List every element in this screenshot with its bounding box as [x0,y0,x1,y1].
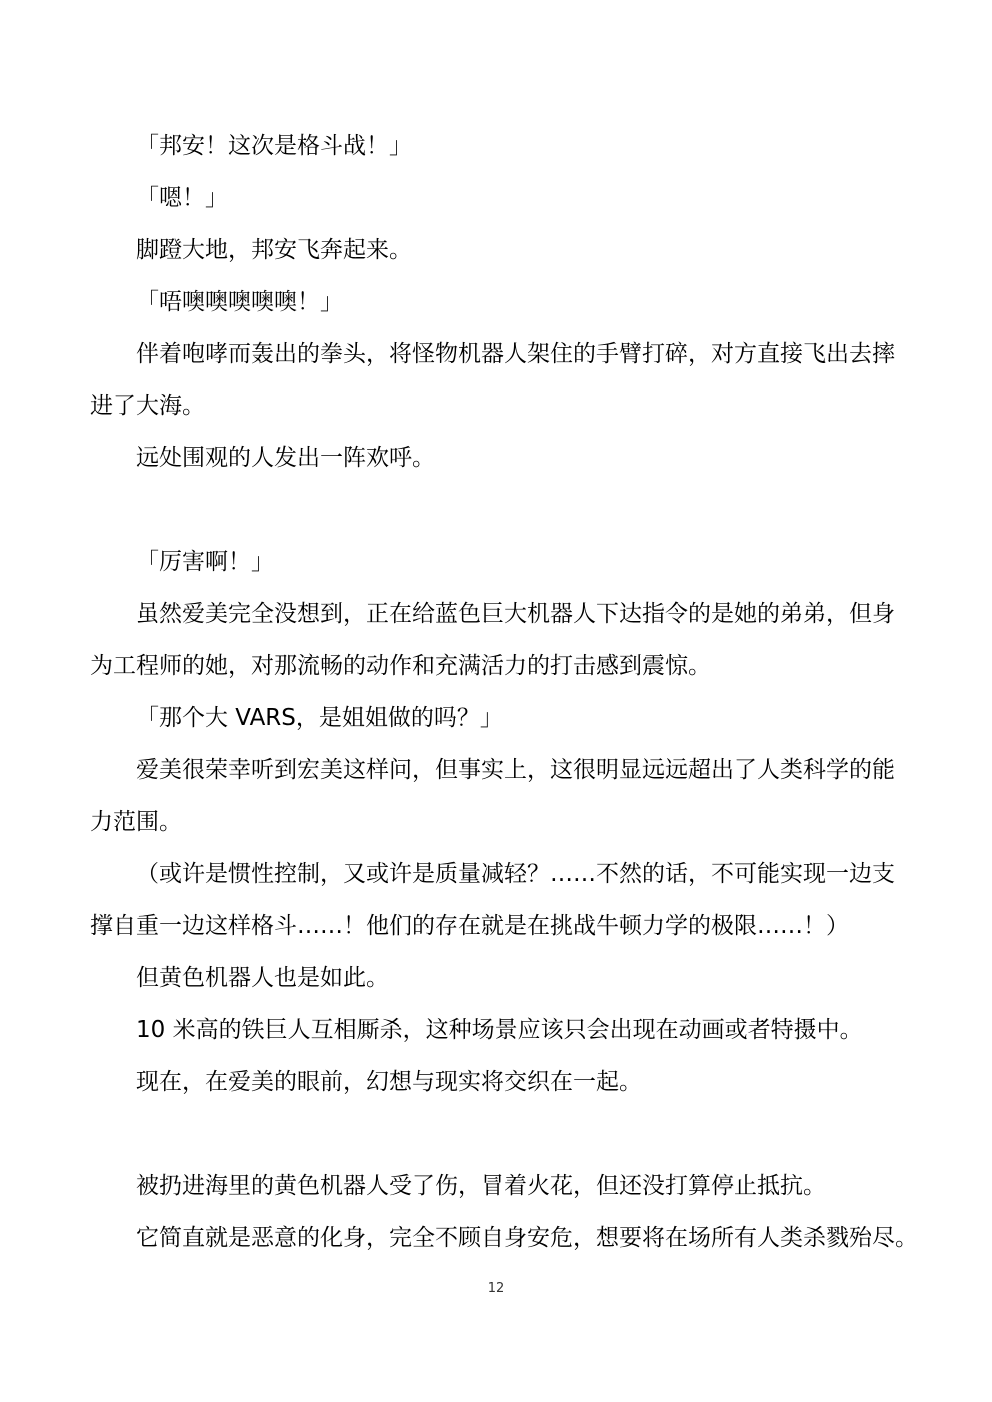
paragraph-line: 伴着咆哮而轰出的拳头，将怪物机器人架住的手臂打碎，对方直接飞出去摔 [136,341,895,367]
page-number: 12 [487,1281,505,1296]
paragraph-line: 「那个大 VARS，是姐姐做的吗？」 [136,705,503,731]
paragraph-line: 10 米高的铁巨人互相厮杀，这种场景应该只会出现在动画或者特摄中。 [136,1017,863,1043]
paragraph-line: 脚蹬大地，邦安飞奔起来。 [136,237,412,263]
paragraph-line: 它简直就是恶意的化身，完全不顾自身安危，想要将在场所有人类杀戮殆尽。 [136,1225,918,1251]
paragraph-line: 力范围。 [90,809,182,835]
paragraph-line: 「厉害啊！」 [136,549,274,575]
paragraph-line: 被扔进海里的黄色机器人受了伤，冒着火花，但还没打算停止抵抗。 [136,1173,826,1199]
paragraph-line: 但黄色机器人也是如此。 [136,965,389,991]
paragraph-line: 为工程师的她，对那流畅的动作和充满活力的打击感到震惊。 [90,653,711,679]
paragraph-line: 爱美很荣幸听到宏美这样问，但事实上，这很明显远远超出了人类科学的能 [136,757,895,783]
paragraph-line: （或许是惯性控制，又或许是质量减轻？……不然的话，不可能实现一边支 [136,861,895,887]
paragraph-line: 远处围观的人发出一阵欢呼。 [136,445,435,471]
paragraph-line: 虽然爱美完全没想到，正在给蓝色巨大机器人下达指令的是她的弟弟，但身 [136,601,895,627]
paragraph-line: 「嗯！」 [136,185,228,211]
paragraph-line: 「唔噢噢噢噢噢！」 [136,289,343,315]
paragraph-line: 进了大海。 [90,393,205,419]
paragraph-line: 撑自重一边这样格斗……！他们的存在就是在挑战牛顿力学的极限……！） [90,913,849,939]
paragraph-line: 「邦安！这次是格斗战！」 [136,133,412,159]
paragraph-line: 现在，在爱美的眼前，幻想与现实将交织在一起。 [136,1069,642,1095]
